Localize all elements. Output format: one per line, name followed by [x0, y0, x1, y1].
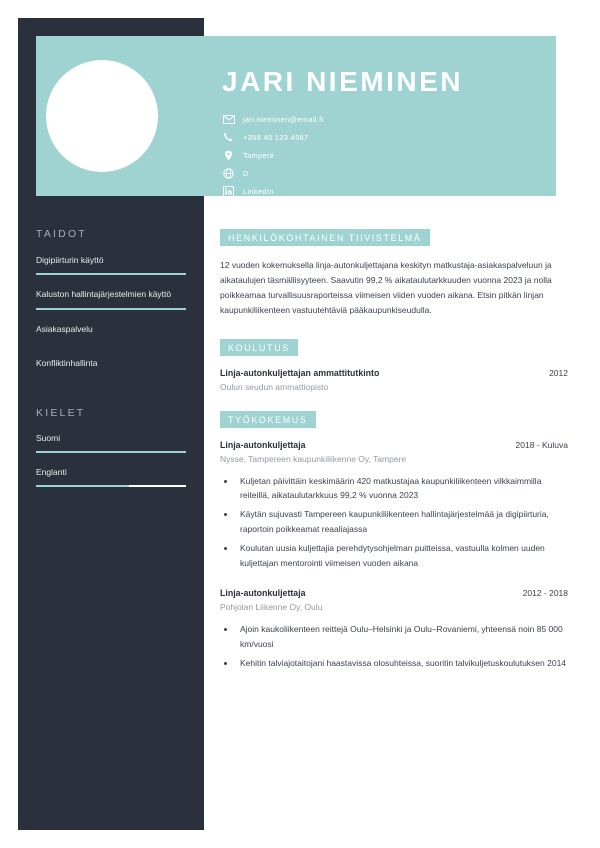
contact-row-linkedin[interactable]	[222, 184, 522, 198]
list-item: • Kehitin talviajotaitojani haastavissa olosuhteissa, suoritin talvikuljetuskoulutuksen 2014	[236, 656, 568, 670]
avatar	[46, 60, 158, 172]
list-item: • Kuljetan päivittäin keskimäärin 420 matkustajaa kaupunkiliikenteen vilkkaimmilla reiteillä, aikataulutarkkuus 99,2 % vuonna 2023	[236, 474, 568, 503]
experience-entry	[220, 440, 568, 571]
globe-icon	[222, 168, 235, 179]
location-pin-icon	[222, 150, 235, 161]
language-level-fill	[36, 451, 186, 453]
skill-divider	[36, 308, 186, 310]
contact-phone-text: +358 40 123 4567	[243, 132, 309, 142]
language-label: Suomi	[36, 433, 61, 444]
experience-title: Linja-autonkuljettaja	[220, 439, 306, 450]
list-item: • Ajoin kaukoliikenteen reittejä Oulu–Helsinki ja Oulu–Rovaniemi, yhteensä noin 85 000 km/vuosi	[236, 622, 568, 651]
experience-date: 2018 - Kuluva	[515, 439, 568, 450]
language-item	[36, 467, 186, 487]
experience-bullets	[236, 622, 568, 670]
skill-divider	[36, 342, 186, 344]
list-item: • Käytän sujuvasti Tampereen kaupunkiliikenteen hallintajärjestelmää ja digipiirturia, raportoin poikkeamat reaaliajassa	[236, 507, 568, 536]
skill-item	[36, 357, 186, 378]
experience-entry-head	[220, 440, 568, 450]
education-date: 2012	[549, 367, 568, 378]
phone-icon	[222, 132, 235, 143]
contact-website-text: D	[243, 168, 249, 178]
experience-entry	[220, 588, 568, 670]
education-entry-head	[220, 368, 568, 378]
skill-item	[36, 288, 186, 309]
language-level-bar	[36, 485, 186, 487]
experience-title: Linja-autonkuljettaja	[220, 588, 306, 599]
sidebar-languages-heading: KIELET	[36, 407, 86, 420]
skill-label: Kaluston hallintajärjestelmien käyttö	[36, 289, 172, 300]
skill-item	[36, 254, 186, 275]
contact-row-location[interactable]	[222, 148, 522, 162]
page-title: JARI NIEMINEN	[222, 66, 463, 97]
language-level-fill	[36, 485, 129, 487]
section-title-education: KOULUTUS	[220, 339, 298, 356]
skill-label: Digipiirturin käyttö	[36, 255, 104, 265]
experience-employer: Nysse, Tampereen kaupunkiliikenne Oy, Tampere	[220, 453, 407, 464]
sidebar-content	[36, 228, 186, 501]
contact-location-text: Tampere	[243, 150, 275, 160]
contact-list	[222, 112, 522, 202]
sidebar-spacer	[36, 391, 186, 407]
contact-row-website[interactable]	[222, 166, 522, 180]
section-title-summary: HENKILÖKOHTAINEN TIIVISTELMÄ	[220, 229, 430, 246]
education-institution: Oulun seudun ammattiopisto	[220, 381, 329, 392]
language-level-bar	[36, 451, 186, 453]
sidebar-skills-heading: TAIDOT	[36, 228, 87, 240]
skill-label: Asiakaspalvelu	[36, 323, 93, 334]
language-item	[36, 433, 186, 453]
summary-text: 12 vuoden kokemuksella linja-autonkuljettajana keskityn matkustaja-asiakaspalveluun ja aikataulujen täsmällisyyteen. Saavutin 99,2 % aikataulutarkkuuden vuonna 2023 ja nolla poikkeamaa turvallisuusraporteissa viimeisen viiden vuoden aikana. Etsin pitkän linjan kaupunkiliikenteen vastuutehtäviä pääkaupunkiseudulla.	[220, 260, 552, 315]
skill-divider	[36, 376, 186, 378]
education-entry	[220, 368, 568, 392]
experience-bullets	[236, 474, 568, 571]
skill-divider	[36, 273, 186, 275]
experience-entry-head	[220, 588, 568, 598]
language-label: Englanti	[36, 467, 67, 478]
section-title-experience: TYÖKOKEMUS	[220, 411, 316, 428]
skill-item	[36, 323, 186, 344]
experience-date: 2012 - 2018	[522, 588, 568, 599]
skill-label: Konfliktinhallinta	[36, 357, 98, 368]
contact-linkedin-text: LinkedIn	[243, 186, 274, 196]
envelope-icon	[222, 114, 235, 125]
education-title: Linja-autonkuljettajan ammattitutkinto	[220, 367, 380, 378]
experience-employer: Pohjolan Liikenne Oy, Oulu	[220, 602, 323, 613]
main-content	[220, 228, 568, 688]
contact-row-email[interactable]	[222, 112, 522, 126]
contact-email-text: jari.nieminen@email.fi	[243, 114, 324, 124]
contact-row-phone[interactable]	[222, 130, 522, 144]
list-item: • Koulutan uusia kuljettajia perehdytysohjelman puitteissa, vastuulla kolmen uuden kuljettajan mentorointi viimeisen vuoden aikana	[236, 541, 568, 570]
linkedin-icon	[222, 186, 235, 197]
